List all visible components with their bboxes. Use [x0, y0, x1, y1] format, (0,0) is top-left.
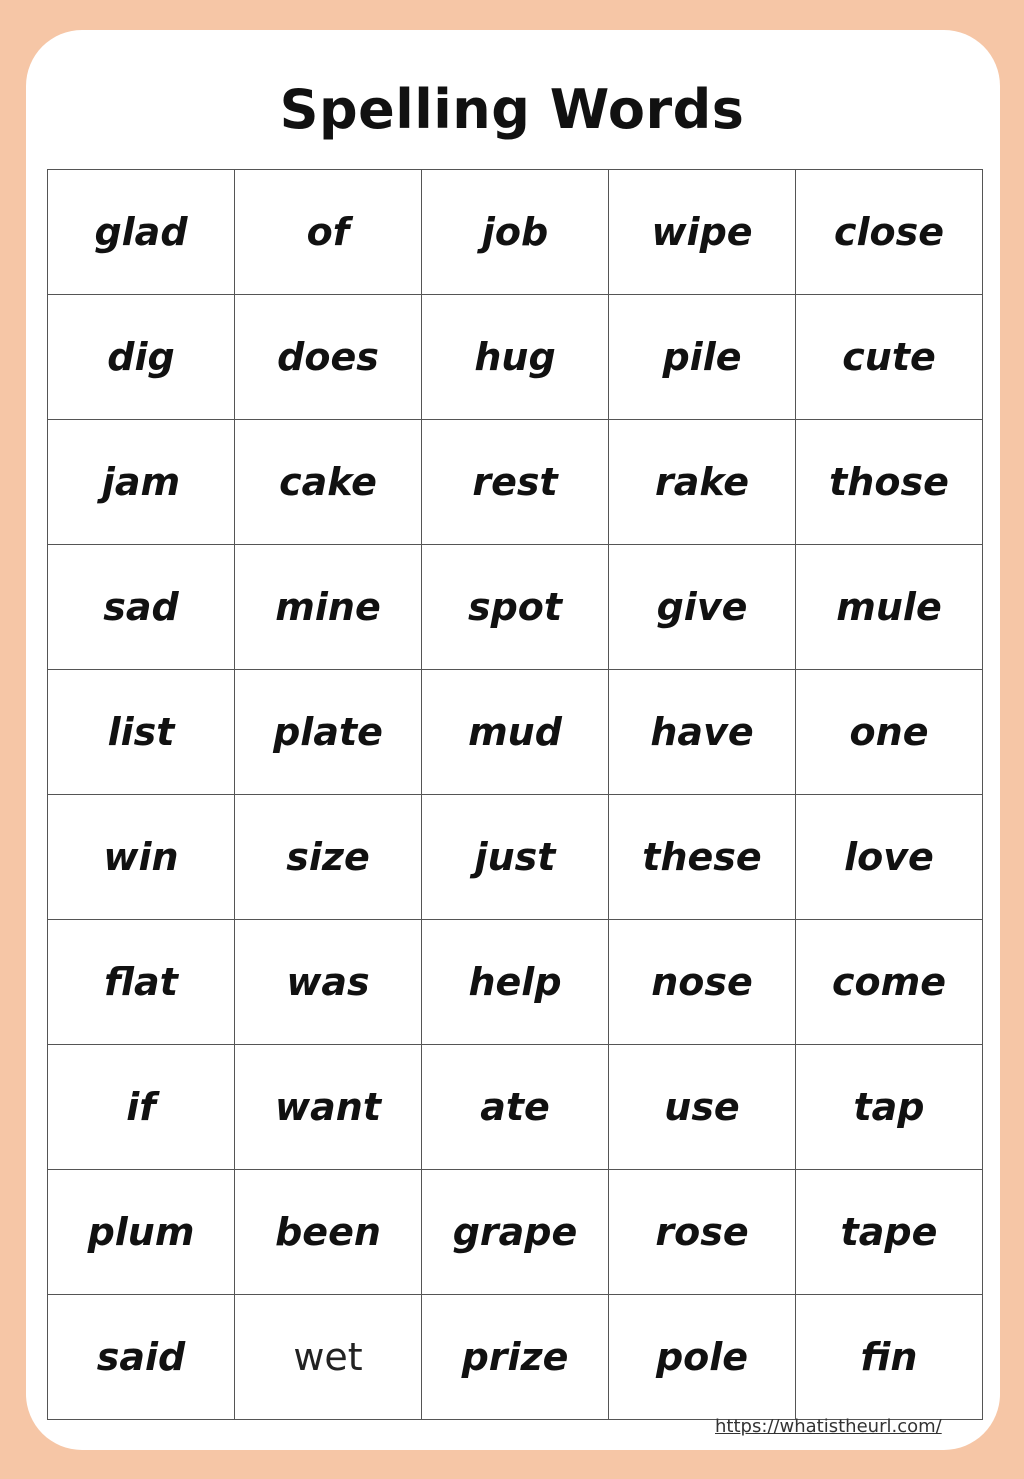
word-cell: was [235, 920, 422, 1045]
table-row [48, 1045, 983, 1170]
table-row [48, 795, 983, 920]
word-cell: glad [48, 170, 235, 295]
word-cell: give [609, 545, 796, 670]
word-cell: pole [609, 1295, 796, 1420]
word-cell: cute [796, 295, 983, 420]
word-cell: plum [48, 1170, 235, 1295]
word-cell: job [422, 170, 609, 295]
table-row [48, 1295, 983, 1420]
word-cell: list [48, 670, 235, 795]
word-cell: said [48, 1295, 235, 1420]
word-cell: wet [235, 1295, 422, 1420]
word-cell: hug [422, 295, 609, 420]
word-cell: win [48, 795, 235, 920]
word-cell: grape [422, 1170, 609, 1295]
word-cell: these [609, 795, 796, 920]
word-cell: cake [235, 420, 422, 545]
word-cell: wipe [609, 170, 796, 295]
word-cell: tape [796, 1170, 983, 1295]
word-cell: want [235, 1045, 422, 1170]
word-cell: rest [422, 420, 609, 545]
word-cell: tap [796, 1045, 983, 1170]
spelling-words-table [47, 169, 983, 1420]
word-cell: prize [422, 1295, 609, 1420]
table-row [48, 295, 983, 420]
table-row [48, 545, 983, 670]
page-title: Spelling Words [279, 78, 745, 141]
word-cell: if [48, 1045, 235, 1170]
word-cell: just [422, 795, 609, 920]
table-row [48, 420, 983, 545]
word-cell: size [235, 795, 422, 920]
word-cell: jam [48, 420, 235, 545]
word-cell: have [609, 670, 796, 795]
table-row [48, 170, 983, 295]
word-cell: ate [422, 1045, 609, 1170]
word-cell: rake [609, 420, 796, 545]
word-cell: sad [48, 545, 235, 670]
table-row [48, 1170, 983, 1295]
word-cell: rose [609, 1170, 796, 1295]
word-cell: mine [235, 545, 422, 670]
word-cell: spot [422, 545, 609, 670]
word-cell: been [235, 1170, 422, 1295]
word-cell: of [235, 170, 422, 295]
word-cell: help [422, 920, 609, 1045]
word-cell: plate [235, 670, 422, 795]
word-cell: close [796, 170, 983, 295]
word-cell: mule [796, 545, 983, 670]
word-cell: mud [422, 670, 609, 795]
word-cell: flat [48, 920, 235, 1045]
word-cell: use [609, 1045, 796, 1170]
word-cell: those [796, 420, 983, 545]
word-cell: does [235, 295, 422, 420]
word-cell: one [796, 670, 983, 795]
word-cell: dig [48, 295, 235, 420]
word-cell: love [796, 795, 983, 920]
source-url-link[interactable]: https://whatistheurl.com/ [715, 1416, 942, 1437]
table-row [48, 670, 983, 795]
word-cell: come [796, 920, 983, 1045]
word-cell: nose [609, 920, 796, 1045]
table-row [48, 920, 983, 1045]
word-cell: fin [796, 1295, 983, 1420]
word-cell: pile [609, 295, 796, 420]
